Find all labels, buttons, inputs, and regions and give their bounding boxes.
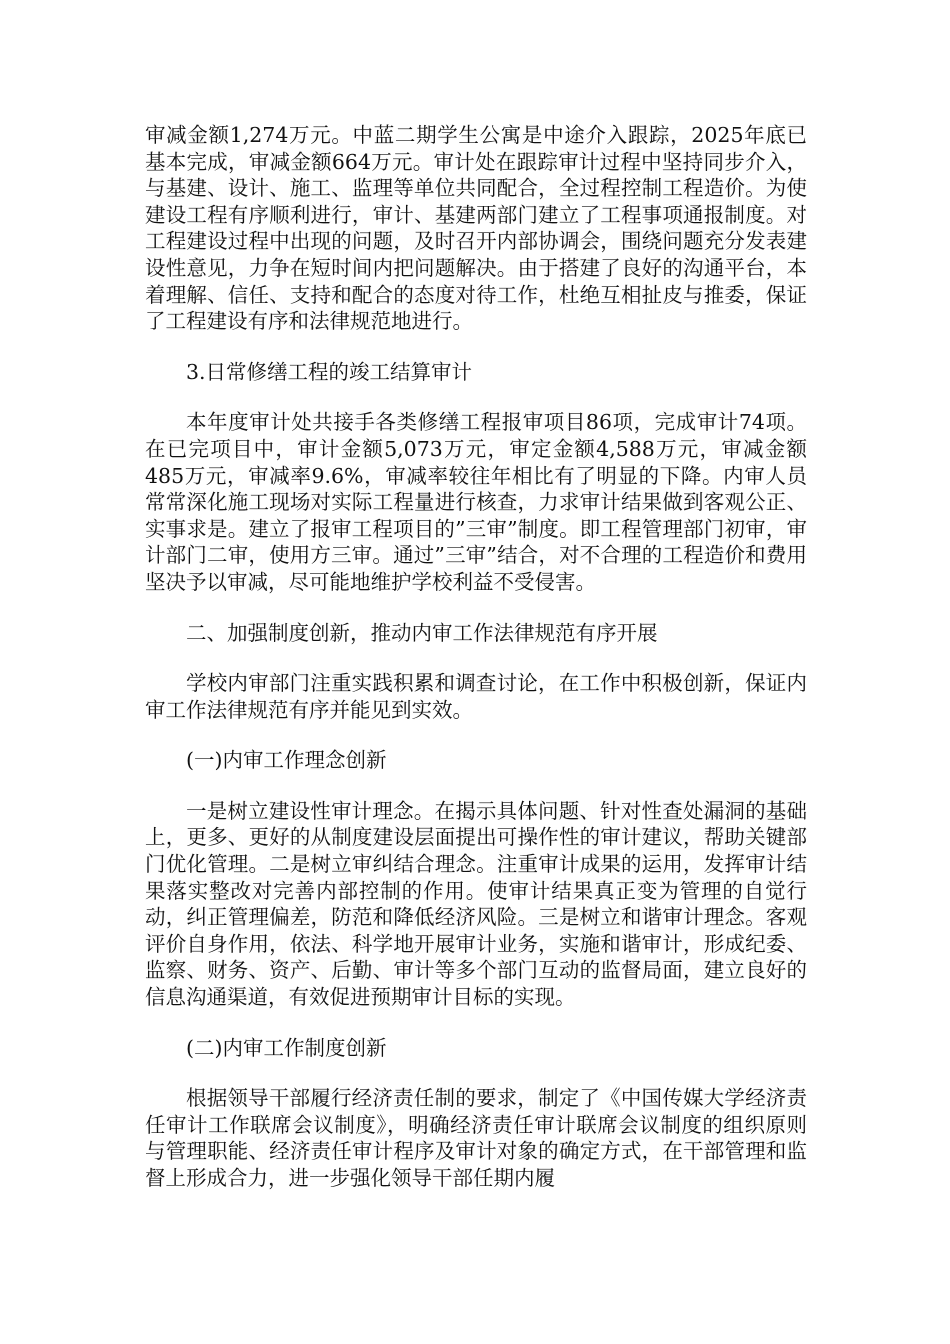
paragraph-repair-audit-results: 本年度审计处共接手各类修缮工程报审项目86项，完成审计74项。在已完项目中，审计金额5,073万元，审定金额4,588万元，审减金额485万元，审减率9.6%，审减率较往年相比有了明显的下降。内审人员常常深化施工现场对实际工程量进行核查，力求审计结果做到客观公正、实事求是。建立了报审工程项目的”三审”制度。即工程管理部门初审，审计部门二审，使用方三审。通过”三审”结合，对不合理的工程造价和费用坚决予以审减，尽可能地维护学校利益不受侵害。 — [145, 410, 807, 594]
heading-daily-repair-audit: 3.日常修缮工程的竣工结算审计 — [186, 359, 473, 384]
paragraph-system-innovation: 根据领导干部履行经济责任制的要求，制定了《中国传媒大学经济责任审计工作联席会议制度》，明确经济责任审计联席会议制度的组织原则与管理职能、经济责任审计程序及审计对象的确定方式，在干部管理和监督上形成合力，进一步强化领导干部任期内履 — [145, 1086, 807, 1190]
paragraph-concept-innovation: 一是树立建设性审计理念。在揭示具体问题、针对性查处漏洞的基础上，更多、更好的从制度建设层面提出可操作性的审计建议，帮助关键部门优化管理。二是树立审纠结合理念。注重审计成果的运用，发挥审计结果落实整改对完善内部控制的作用。使审计结果真正变为管理的自觉行动，纠正管理偏差，防范和降低经济风险。三是树立和谐审计理念。客观评价自身作用，依法、科学地开展审计业务，实施和谐审计，形成纪委、监察、财务、资产、后勤、审计等多个部门互动的监督局面，建立良好的信息沟通渠道，有效促进预期审计目标的实现。 — [145, 798, 807, 1010]
paragraph-continued-audit-reductions: 审减金额1,274万元。中蓝二期学生公寓是中途介入跟踪，2025年底已基本完成，审减金额664万元。审计处在跟踪审计过程中坚持同步介入，与基建、设计、施工、监理等单位共同配合，全过程控制工程造价。为使建设工程有序顺利进行，审计、基建两部门建立了工程事项通报制度。对工程建设过程中出现的问题，及时召开内部协调会，围绕问题充分发表建设性意见，力争在短时间内把问题解决。由于搭建了良好的沟通平台，本着理解、信任、支持和配合的态度对待工作，杜绝互相扯皮与推委，保证了工程建设有序和法律规范地进行。 — [145, 123, 807, 334]
document-body — [145, 122, 807, 1192]
heading-concept-innovation: (一)内审工作理念创新 — [186, 748, 387, 773]
heading-system-innovation: (二)内审工作制度创新 — [186, 1035, 387, 1060]
heading-section-two: 二、加强制度创新，推动内审工作法律规范有序开展 — [186, 620, 658, 645]
paragraph-section-two-intro: 学校内审部门注重实践积累和调查讨论，在工作中积极创新，保证内审工作法律规范有序并能见到实效。 — [145, 671, 807, 722]
